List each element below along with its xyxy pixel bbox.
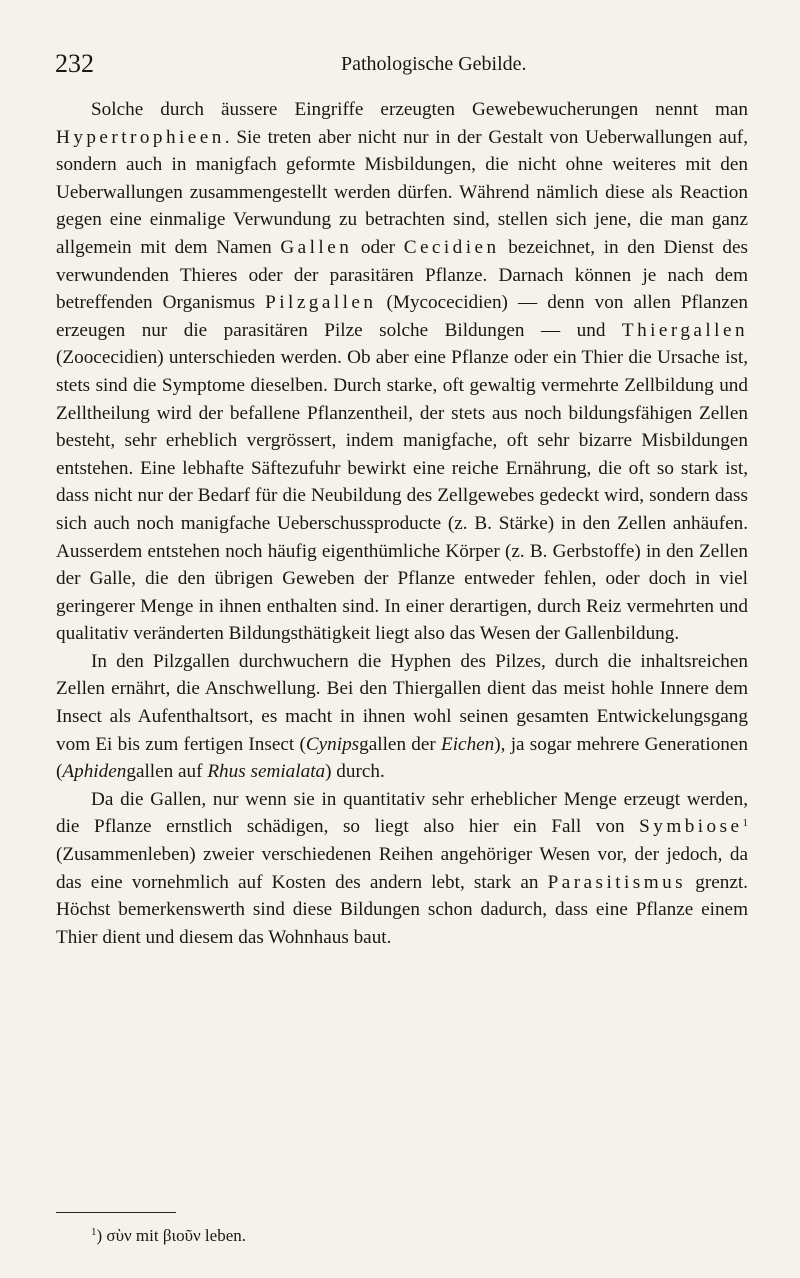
spaced-term: Thiergallen — [621, 319, 748, 341]
paragraph — [56, 786, 748, 952]
text-run: (Mycocecidien) — denn von allen Pflanzen erzeugen nur die parasitären Pilze solche Bildungen — und — [56, 292, 748, 341]
running-head: Pathologische Gebilde. — [341, 53, 527, 75]
italic-term: Eichen — [441, 733, 495, 755]
spaced-term: Hypertrophieen — [56, 126, 225, 148]
text-run: Da die Gallen, nur wenn sie in quantitativ sehr erheblicher Menge erzeugt werden, die Pflanze ernstlich schädigen, so liegt also hier ein Fall von — [56, 788, 748, 838]
footnote-ref: 1 — [742, 817, 748, 830]
text-run: gallen auf — [126, 761, 208, 783]
text-run: grenzt. Höchst bemerkenswerth sind diese Bildungen schon dadurch, dass eine Pflanze einem Thier dient und diesem das Wohnhaus baut. — [56, 871, 748, 948]
spaced-term: Cecidien — [403, 236, 500, 258]
footnote — [91, 1224, 246, 1248]
text-run: . Sie treten aber nicht nur in der Gestalt von Ueberwallungen auf, sondern auch in manigfach geformte Misbildungen, die nicht ohne weiteres mit den Ueberwallungen zusammengestellt werden dürfen. Während nämlich diese als Reaction gegen eine einmalige Verwundung zu betrachten sind, stellen sich jene, die man ganz allgemein mit dem Namen — [56, 126, 748, 258]
text-run: (Zoocecidien) unterschieden werden. Ob aber eine Pflanze oder ein Thier die Ursache ist, stets sind die Symptome dieselben. Durch starke, oft gewaltig vermehrte Zellbildung und Zelltheilung wird der befallene Pflanzentheil, der stets aus noch bildungsfähigen Zellen besteht, sehr erheblich vergrössert, indem manigfache, oft sehr bizarre Misbildungen entstehen. Eine lebhafte Säftezufuhr bewirkt eine reiche Ernährung, die oft so stark ist, dass nicht nur der Bedarf für die Neubildung des Zellgewebes gedeckt wird, sondern dass sich auch noch manigfache Ueberschussproducte (z. B. Stärke) in den Zellen anhäufen. Ausserdem entstehen noch häufig eigenthümliche Körper (z. B. Gerbstoffe) in den Zellen der Galle, die den übrigen Geweben der Pflanze entweder fehlen, oder doch in viel geringerer Menge in ihnen enthalten sind. In einer derartigen, durch Reiz vermehrten und qualitativ veränderten Bildungsthätigkeit liegt also das Wesen der Gallenbildung. — [56, 347, 748, 645]
italic-term: Aphiden — [62, 761, 127, 783]
spaced-term: Symbiose — [639, 816, 743, 838]
text-run: In den Pilzgallen durchwuchern die Hyphen des Pilzes, durch die inhaltsreichen Zellen ernährt, die Anschwellung. Bei den Thiergallen dient das meist hohle Innere dem Insect als Aufenthaltsort, es macht in ihnen wohl seinen gesamten Entwickelungsgang vom Ei bis zum fertigen Insect ( — [56, 650, 748, 755]
text-run: ), ja sogar mehrere Generationen ( — [56, 733, 748, 783]
paragraph — [56, 96, 748, 648]
page-number: 232 — [55, 49, 94, 78]
footnote-rule — [56, 1212, 176, 1213]
footnote-text: ) σὺν mit βιοῦν leben. — [96, 1226, 246, 1245]
spaced-term: Pilzgallen — [265, 292, 377, 314]
text-run: Solche durch äussere Eingriffe erzeugten Gewebewucherungen nennt man — [91, 99, 748, 120]
text-run: bezeichnet, in den Dienst des verwundenden Thieres oder der parasitären Pflanze. Darnach können je nach dem betreffenden Organismus — [56, 236, 749, 314]
text-run: ) durch. — [325, 761, 385, 783]
text-run: (Zusammenleben) zweier verschiedenen Reihen angehöriger Wesen vor, der jedoch, da das eine vornehmlich auf Kosten des andern lebt, stark an — [56, 844, 748, 893]
spaced-term: Gallen — [280, 236, 353, 258]
italic-term: Cynips — [305, 733, 360, 755]
spaced-term: Parasitismus — [547, 871, 687, 893]
page-header — [55, 48, 745, 80]
text-run: gallen der — [359, 733, 441, 755]
body-text — [56, 96, 748, 951]
italic-term: Rhus semialata — [207, 761, 326, 783]
footnote-marker: 1 — [91, 1226, 97, 1238]
text-run: oder — [352, 236, 404, 258]
paragraph — [56, 648, 748, 786]
